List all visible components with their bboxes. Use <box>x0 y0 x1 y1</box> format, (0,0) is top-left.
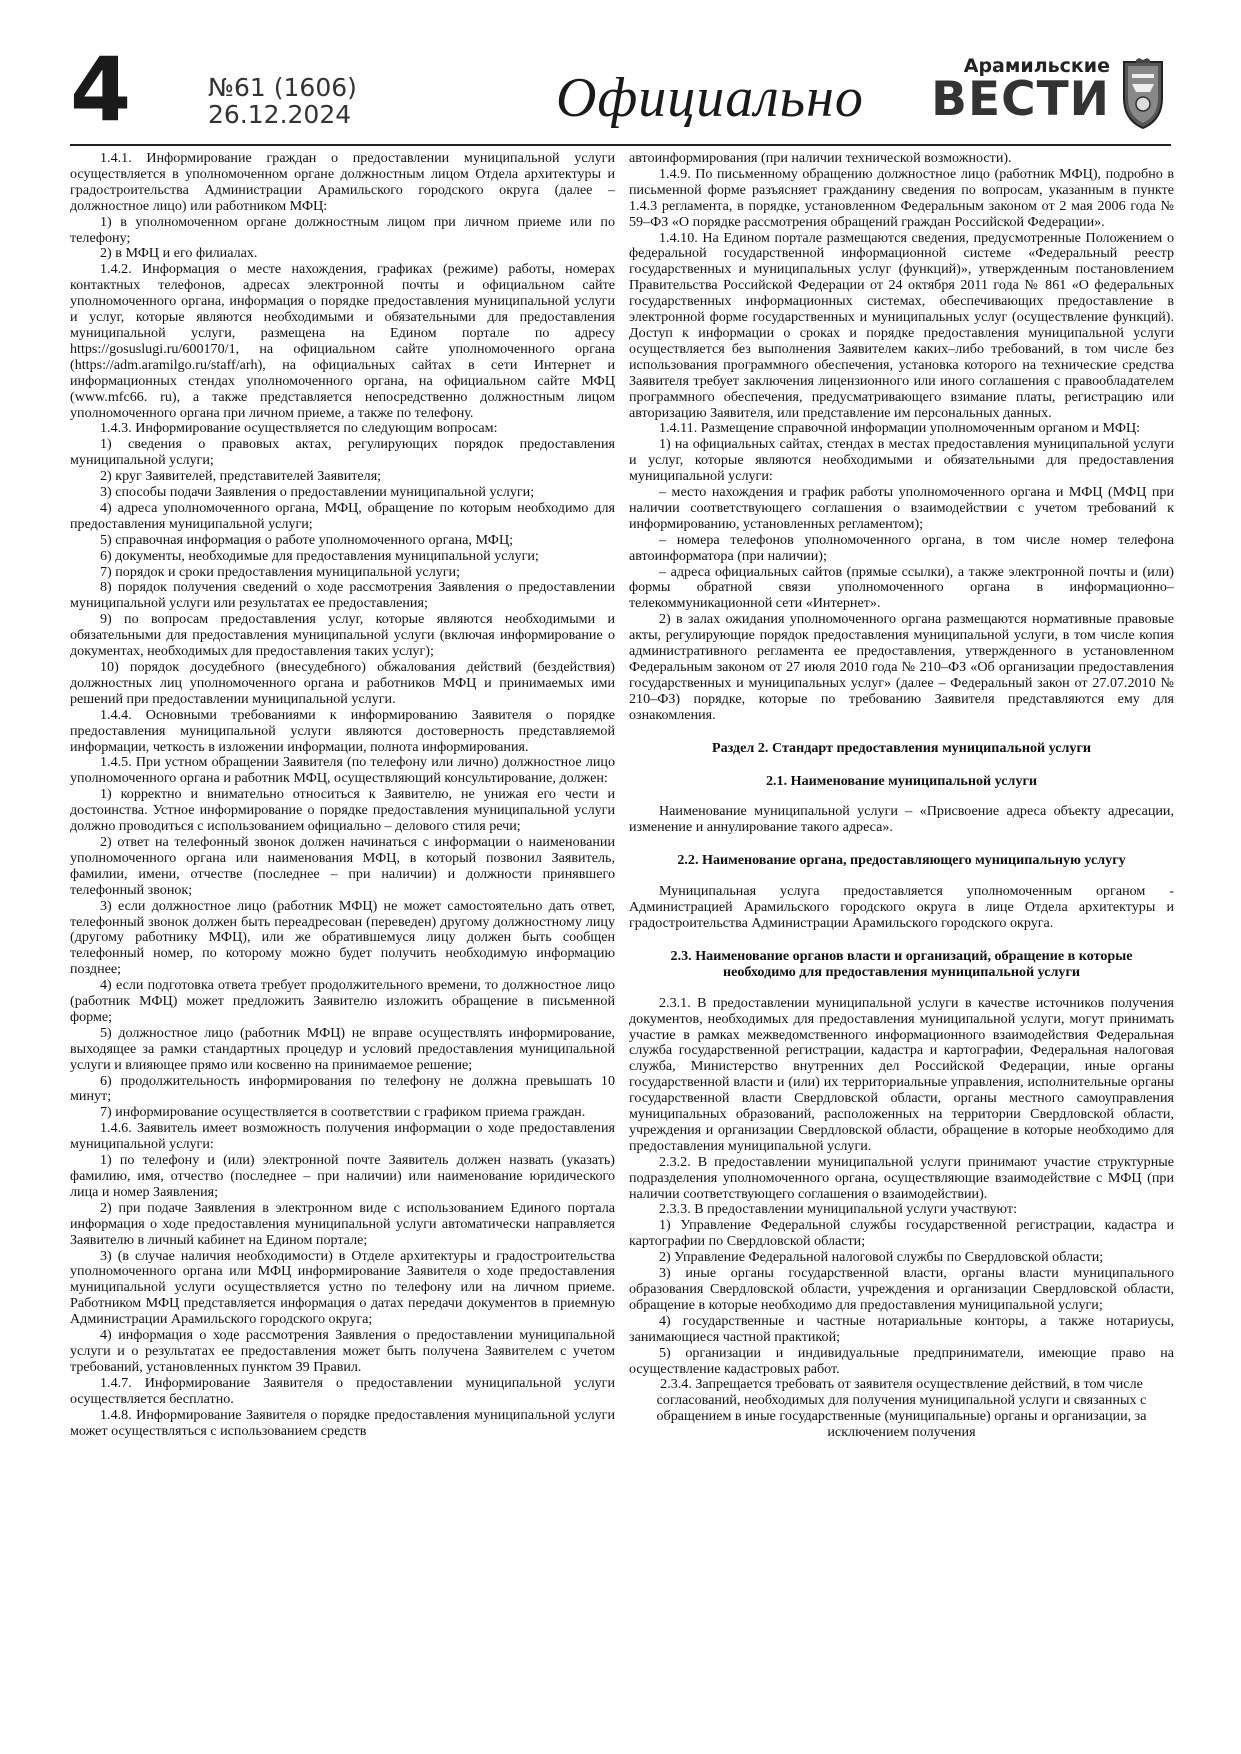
paragraph: 3) иные органы государственной власти, органы власти муниципального образования Свердловской области, учреждения и организации Свердловской области, обращение в которые необходимо для предоставления муниципальной услуги; <box>629 1265 1174 1313</box>
paragraph: 3) если должностное лицо (работник МФЦ) не может самостоятельно дать ответ, телефонный звонок должен быть переадресован (переведен) другому должностному лицу (другому работнику МФЦ), или же обратившемуся лицу должен быть сообщен телефонный номер, по которому можно будет получить необходимую информацию позднее; <box>70 897 615 978</box>
paragraph: 1) на официальных сайтах, стендах в местах предоставления муниципальной услуги и услуг, которые являются необходимыми и обязательными для предоставления муниципальной услуги: <box>629 436 1174 485</box>
paragraph: 3) (в случае наличия необходимости) в Отделе архитектуры и градостроительства уполномоченного органа или МФЦ информирование Заявителя о ходе предоставления муниципальной услуги осуществляется устно по телефону или на личном приеме. Работником МФЦ представляется информация о датах передачи документов в приемную Администрации Арамильского городского округа; <box>70 1247 615 1328</box>
logo-main-text: ВЕСТИ <box>931 72 1110 127</box>
paragraph: 1.4.7. Информирование Заявителя о предоставлении муниципальной услуги осуществляется бесплатно. <box>70 1374 615 1407</box>
header-rule <box>70 144 1171 146</box>
paragraph: 1) сведения о правовых актах, регулирующих порядок предоставления муниципальной услуги; <box>70 436 615 469</box>
paragraph: 2.3.4. Запрещается требовать от заявителя осуществление действий, в том числе согласований, необходимых для получения муниципальной услуги и связанных с обращением в иные государственные (муниципальные) органы и организации, за исключением получения <box>656 1376 1147 1441</box>
paragraph: 7) информирование осуществляется в соответствии с графиком приема граждан. <box>100 1104 586 1121</box>
paragraph: 5) должностное лицо (работник МФЦ) не вправе осуществлять информирование, выходящее за рамки стандартных процедур и условий предоставления муниципальной услуги и влияющее прямо или косвенно на принимаемое решение; <box>70 1024 615 1073</box>
paragraph: 7) порядок и сроки предоставления муниципальной услуги; <box>100 563 461 580</box>
paragraph: 2) в МФЦ и его филиалах. <box>100 245 258 262</box>
paragraph: 4) адреса уполномоченного органа, МФЦ, обращение по которым необходимо для предоставления муниципальной услуги; <box>70 499 615 532</box>
section-heading: Раздел 2. Стандарт предоставления муниципальной услуги <box>711 739 1092 756</box>
masthead <box>0 0 1241 150</box>
paragraph: 1.4.1. Информирование граждан о предоставлении муниципальной услуги осуществляется в уполномоченном органе должностным лицом Отдела архитектуры и градостроительства Администрации Арамильского городского округа (далее – должностное лицо) или работником МФЦ: <box>70 151 615 214</box>
paragraph: 1.4.9. По письменному обращению должностное лицо (работник МФЦ), подробно в письменной форме разъясняет гражданину сведения по вопросам, указанным в пункте 1.4.3 регламента, в порядке, установленном Федеральным законом от 2 мая 2006 года № 59–ФЗ «О порядке рассмотрения обращений граждан Российской Федерации». <box>629 165 1174 230</box>
page-number: 4 <box>70 38 132 141</box>
paragraph: Муниципальная услуга предоставляется уполномоченным органом - Администрацией Арамильского городского округа в лице Отдела архитектуры и градостроительства Администрации Арамильского городского округа. <box>629 883 1174 931</box>
subsection-heading: 2.1. Наименование муниципальной услуги <box>765 772 1038 789</box>
paragraph: 9) по вопросам предоставления услуг, которые являются необходимыми и обязательными для предоставления муниципальной услуги (включая информирование о документах, необходимых для предоставления таких услуг); <box>70 611 615 660</box>
right-column <box>629 151 1174 1739</box>
left-column <box>70 151 615 1739</box>
paragraph: 5) справочная информация о работе уполномоченного органа, МФЦ; <box>100 531 514 548</box>
paragraph: 10) порядок досудебного (внесудебного) обжалования действий (бездействия) должностных лиц уполномоченного органа и работников МФЦ и принимаемых ими решений при предоставлении муниципальной услуги. <box>70 659 615 707</box>
paragraph: 4) если подготовка ответа требует продолжительного времени, то должностное лицо (работник МФЦ) может предложить Заявителю изложить обращение в письменной форме; <box>70 977 615 1025</box>
paragraph: 6) продолжительность информирования по телефону не должна превышать 10 минут; <box>70 1072 615 1105</box>
subsection-heading: 2.2. Наименование органа, предоставляющего муниципальную услугу <box>677 852 1126 869</box>
paragraph: – адреса официальных сайтов (прямые ссылки), а также электронной почты и (или) формы обратной связи уполномоченного органа в информационно–телекоммуникационной сети «Интернет». <box>629 563 1174 612</box>
issue-date: 26.12.2024 <box>208 100 352 129</box>
paragraph: 1.4.4. Основными требованиями к информированию Заявителя о порядке предоставления муниципальной услуги являются достоверность представляемой информации, четкость в изложении информации, полнота информирования. <box>70 706 615 755</box>
issue-number: №61 (1606) <box>208 73 357 102</box>
paragraph: 1) в уполномоченном органе должностным лицом при личном приеме или по телефону; <box>70 213 615 246</box>
coat-of-arms-icon <box>1118 58 1168 130</box>
paragraph: – номера телефонов уполномоченного органа, в том числе номер телефона автоинформатора (при наличии); <box>629 531 1174 564</box>
paragraph: 2) ответ на телефонный звонок должен начинаться с информации о наименовании уполномоченного органа или наименования МФЦ, в который позвонил Заявитель, фамилии, имени, отчестве (последнее – при наличии) и должности принявшего телефонный звонок; <box>70 833 615 898</box>
paragraph: 1.4.5. При устном обращении Заявителя (по телефону или лично) должностное лицо уполномоченного органа и работник МФЦ, осуществляющий консультирование, должен: <box>70 754 615 787</box>
paragraph: 5) организации и индивидуальные предприниматели, имеющие право на осуществление кадастровых работ. <box>629 1344 1174 1377</box>
paragraph: 2) круг Заявителей, представителей Заявителя; <box>100 468 382 485</box>
paragraph: 2) при подаче Заявления в электронном виде с использованием Единого портала информация о ходе предоставления муниципальной услуги автоматически направляется Заявителю в личный кабинет на Едином портале; <box>70 1199 615 1248</box>
paragraph: 1.4.8. Информирование Заявителя о порядке предоставления муниципальной услуги может осуществляться с использованием средств <box>70 1406 615 1439</box>
newspaper-logo <box>931 55 1110 128</box>
paragraph: 4) государственные и частные нотариальные конторы, а также нотариусы, занимающиеся частной практикой; <box>629 1312 1174 1345</box>
paragraph: 4) информация о ходе рассмотрения Заявления о предоставлении муниципальной услуги и о результатах ее предоставления может быть получена Заявителем с учетом требований, установленных пунктом 39 Правил. <box>70 1327 615 1375</box>
subsection-heading: 2.3. Наименование органов власти и организаций, обращение в которые необходимо для предоставления муниципальной услуги <box>670 947 1133 980</box>
paragraph: 1.4.10. На Едином портале размещаются сведения, предусмотренные Положением о федеральной государственной информационной системе «Федеральный реестр государственных и муниципальных услуг (функций)», утвержденным постановлением Правительства Российской Федерации от 24 октября 2011 года № 861 «О федеральных государственных информационных системах, обеспечивающих предоставление в электронной форме государственных и муниципальных услуг (осуществление функций). Доступ к информации о сроках и порядке предоставления муниципальной услуги осуществляется без выполнения Заявителем каких–либо требований, в том числе без использования программного обеспечения, установка которого на технические средства Заявителя требует заключения лицензионного или иного соглашения с правообладателем программного обеспечения, предусматривающего взимание платы, регистрацию или авторизацию Заявителя, или представление им персональных данных. <box>629 229 1174 421</box>
paragraph: Наименование муниципальной услуги – «Присвоение адреса объекту адресации, изменение и аннулирование такого адреса». <box>629 803 1174 836</box>
paragraph: 8) порядок получения сведений о ходе рассмотрения Заявления о предоставлении муниципальной услуги или результатах ее предоставления; <box>70 579 615 612</box>
paragraph: 1.4.3. Информирование осуществляется по следующим вопросам: <box>100 420 498 437</box>
paragraph: 1) Управление Федеральной службы государственной регистрации, кадастра и картографии по Свердловской области; <box>629 1217 1174 1250</box>
paragraph: 1.4.2. Информация о месте нахождения, графиках (режиме) работы, номерах контактных телефонов, адресах электронной почты и официальном сайте уполномоченного органа, информация о порядке предоставления муниципальной услуги и услуг, которые являются необходимыми и обязательными для предоставления муниципальной услуги, размещена на Едином портале по адресу https://gosuslugi.ru/600170/1, на официальном сайте уполномоченного органа (https://adm.aramilgo.ru/staff/arh), на официальных сайтах в сети Интернет и информационных стендах уполномоченного органа, на официальном сайте МФЦ (www.mfc66. ru), а также представляется непосредственно должностным лицом уполномоченного органа при личном приеме, а также по телефону. <box>70 261 615 421</box>
paragraph: 6) документы, необходимые для предоставления муниципальной услуги; <box>100 547 539 564</box>
section-title: Официально <box>556 67 864 129</box>
paragraph: 2) Управление Федеральной налоговой службы по Свердловской области; <box>659 1249 1104 1266</box>
paragraph: 1) по телефону и (или) электронной почте Заявитель должен назвать (указать) фамилию, имя, отчество (последнее – при наличии) или наименование юридического лица и номер Заявления; <box>70 1152 615 1200</box>
paragraph: 1.4.11. Размещение справочной информации уполномоченным органом и МФЦ: <box>659 420 1141 437</box>
issue-info <box>208 74 357 128</box>
paragraph: 2.3.3. В предоставлении муниципальной услуги участвуют: <box>659 1201 1017 1218</box>
paragraph: 2.3.1. В предоставлении муниципальной услуги в качестве источников получения документов, необходимых для предоставления муниципальной услуги, могут принимать участие в рамках межведомственного информационного взаимодействия Федеральная служба государственной регистрации, кадастра и картографии, Федеральная налоговая служба, Министерство внутренних дел Российской Федерации, иные органы государственной власти и (или) их территориальные управления, исполнительные органы государственной власти Свердловской области, органы местного самоуправления муниципальных образований, расположенных на территории Свердловской области, учреждения и организации Свердловской области, обращение в которые необходимо для предоставления муниципальной услуги. <box>629 994 1174 1154</box>
paragraph: 1.4.6. Заявитель имеет возможность получения информации о ходе предоставления муниципальной услуги: <box>70 1120 615 1153</box>
paragraph: 1) корректно и внимательно относиться к Заявителю, не унижая его чести и достоинства. Устное информирование о порядке предоставления муниципальной услуги должно проводиться с использованием официально – делового стиля речи; <box>70 786 615 835</box>
paragraph: 2.3.2. В предоставлении муниципальной услуги принимают участие структурные подразделения уполномоченного органа, осуществляющие взаимодействие с МФЦ (при наличии соответствующего соглашения о взаимодействии). <box>629 1153 1174 1202</box>
paragraph: автоинформирования (при наличии технической возможности). <box>629 151 1012 166</box>
paragraph: – место нахождения и график работы уполномоченного органа и МФЦ (МФЦ при наличии соответствующего соглашения о взаимодействии с учетом требований к информированию, установленных регламентом); <box>629 484 1174 532</box>
paragraph: 3) способы подачи Заявления о предоставлении муниципальной услуги; <box>100 484 535 501</box>
paragraph: 2) в залах ожидания уполномоченного органа размещаются нормативные правовые акты, регулирующие порядок предоставления муниципальной услуги, в том числе копия административного регламента ее предоставления, утвержденного в установленном Федеральным законом от 27 июля 2010 года № 210–ФЗ «Об организации предоставления государственных и муниципальных услуг» (далее – Федеральный закон от 27.07.2010 № 210–ФЗ) порядке, которые по требованию Заявителя представляются ему для ознакомления. <box>629 611 1174 723</box>
logo-top-text: Арамильские <box>963 55 1110 77</box>
